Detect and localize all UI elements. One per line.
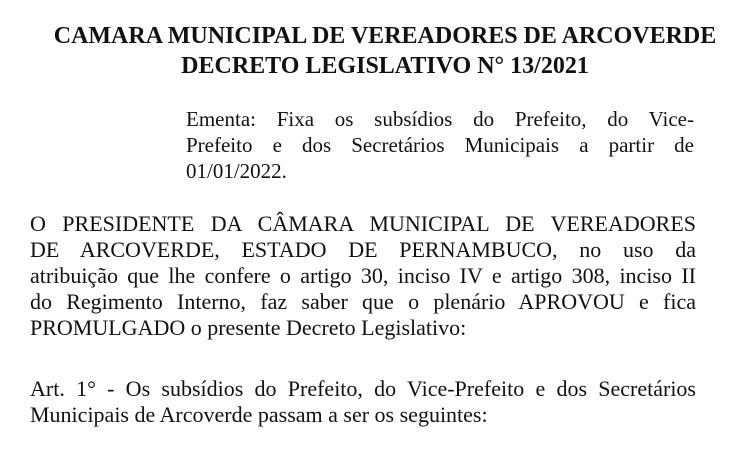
- article-1-line: Art. 1° - Os subsídios do Prefeito, do Vice-Prefeito e dos Secretários: [30, 376, 696, 401]
- article-1-paragraph: [30, 376, 696, 428]
- ementa-line: 01/01/2022.: [186, 159, 287, 183]
- article-1-line: Municipais de Arcoverde passam a ser os seguintes:: [30, 402, 488, 427]
- preamble-line: PROMULGADO o presente Decreto Legislativo:: [30, 315, 467, 340]
- ementa-line: Prefeito e dos Secretários Municipais a partir de: [186, 133, 694, 157]
- preamble-line: do Regimento Interno, faz saber que o plenário APROVOU e fica: [30, 289, 696, 314]
- preamble-line: O PRESIDENTE DA CÂMARA MUNICIPAL DE VEREADORES: [30, 211, 696, 236]
- ementa-paragraph: [186, 106, 694, 184]
- preamble-line: atribuição que lhe confere o artigo 30, inciso IV e artigo 308, inciso II: [30, 263, 696, 288]
- decree-number-heading: DECRETO LEGISLATIVO N° 13/2021: [181, 53, 589, 79]
- chamber-name-heading: CAMARA MUNICIPAL DE VEREADORES DE ARCOVERDE: [53, 23, 717, 49]
- ementa-line: Ementa: Fixa os subsídios do Prefeito, do Vice-: [186, 107, 694, 131]
- preamble-paragraph: [30, 211, 696, 341]
- preamble-line: DE ARCOVERDE, ESTADO DE PERNAMBUCO, no uso da: [30, 237, 696, 262]
